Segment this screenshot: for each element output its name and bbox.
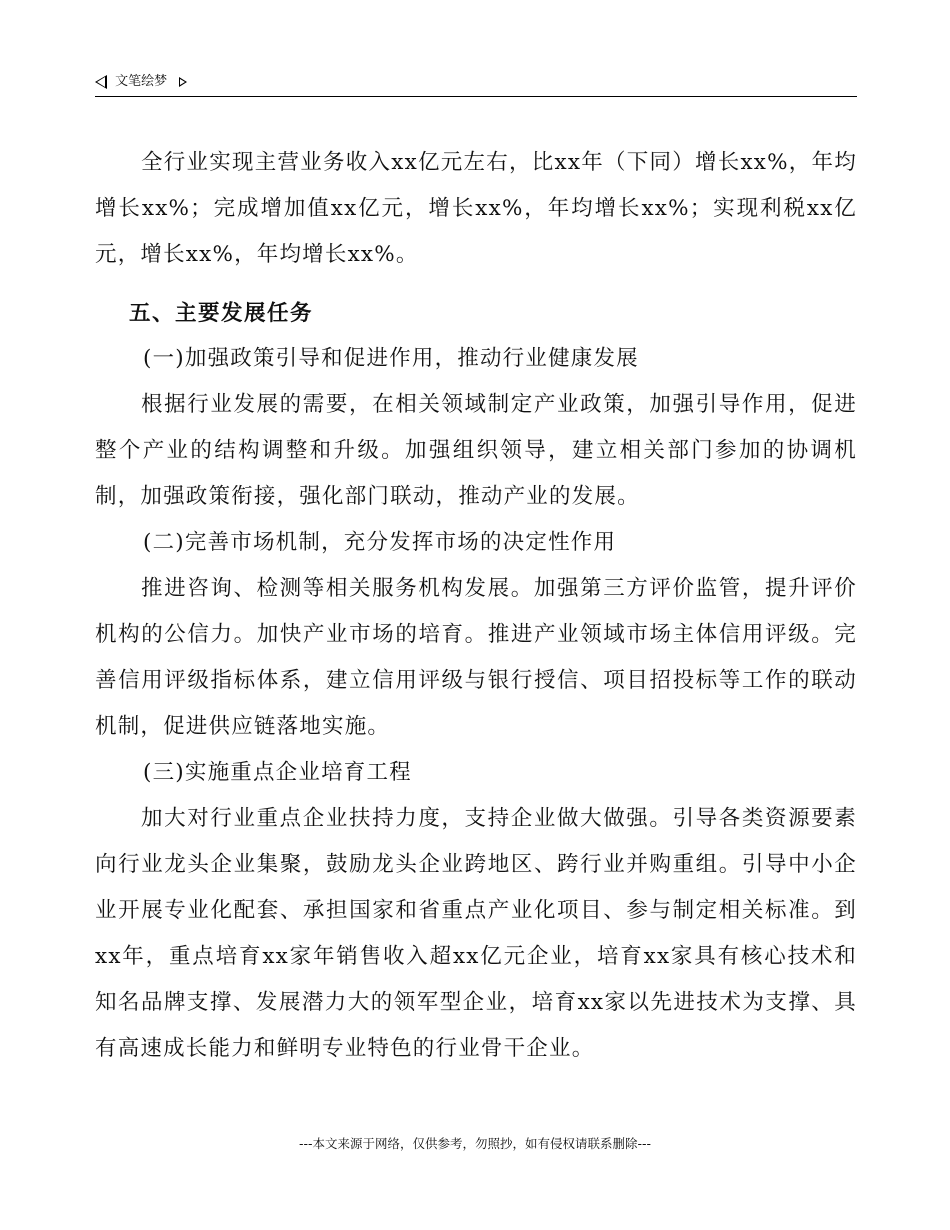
- document-body: [95, 140, 857, 1072]
- subsection-3-text: 加大对行业重点企业扶持力度，支持企业做大做强。引导各类资源要素向行业龙头企业集聚，鼓励龙头企业跨地区、跨行业并购重组。引导中小企业开展专业化配套、承担国家和省重点产业化项目、参与制定相关标准。到xx年，重点培育xx家年销售收入超xx亿元企业，培育xx家具有核心技术和知名品牌支撑、发展潜力大的领军型企业，培育xx家以先进技术为支撑、具有高速成长能力和鲜明专业特色的行业骨干企业。: [95, 806, 857, 1061]
- triangle-left-icon: [95, 75, 107, 89]
- page-header: [95, 72, 857, 97]
- page-footer: ---本文来源于网络，仅供参考，勿照抄，如有侵权请联系删除---: [298, 1136, 652, 1151]
- triangle-right-icon: [179, 77, 187, 87]
- intro-paragraph: 全行业实现主营业务收入xx亿元左右，比xx年（下同）增长xx%，年均增长xx%；完成增加值xx亿元，增长xx%，年均增长xx%；实现利税xx亿元，增长xx%，年均增长xx%。: [95, 150, 857, 267]
- subsection-1-text: 根据行业发展的需要，在相关领域制定产业政策，加强引导作用，促进整个产业的结构调整和升级。加强组织领导，建立相关部门参加的协调机制，加强政策衔接，强化部门联动，推动产业的发展。: [95, 392, 857, 509]
- subsection-2-title: (二)完善市场机制，充分发挥市场的决定性作用: [143, 530, 617, 555]
- section-heading: 五、主要发展任务: [129, 301, 314, 326]
- header-title: 文笔绘梦: [115, 74, 168, 89]
- subsection-1-title: (一)加强政策引导和促进作用，推动行业健康发展: [143, 346, 639, 371]
- subsection-3-title: (三)实施重点企业培育工程: [143, 760, 412, 785]
- subsection-2-text: 推进咨询、检测等相关服务机构发展。加强第三方评价监管，提升评价机构的公信力。加快产业市场的培育。推进产业领域市场主体信用评级。完善信用评级指标体系，建立信用评级与银行授信、项目招投标等工作的联动机制，促进供应链落地实施。: [95, 576, 857, 739]
